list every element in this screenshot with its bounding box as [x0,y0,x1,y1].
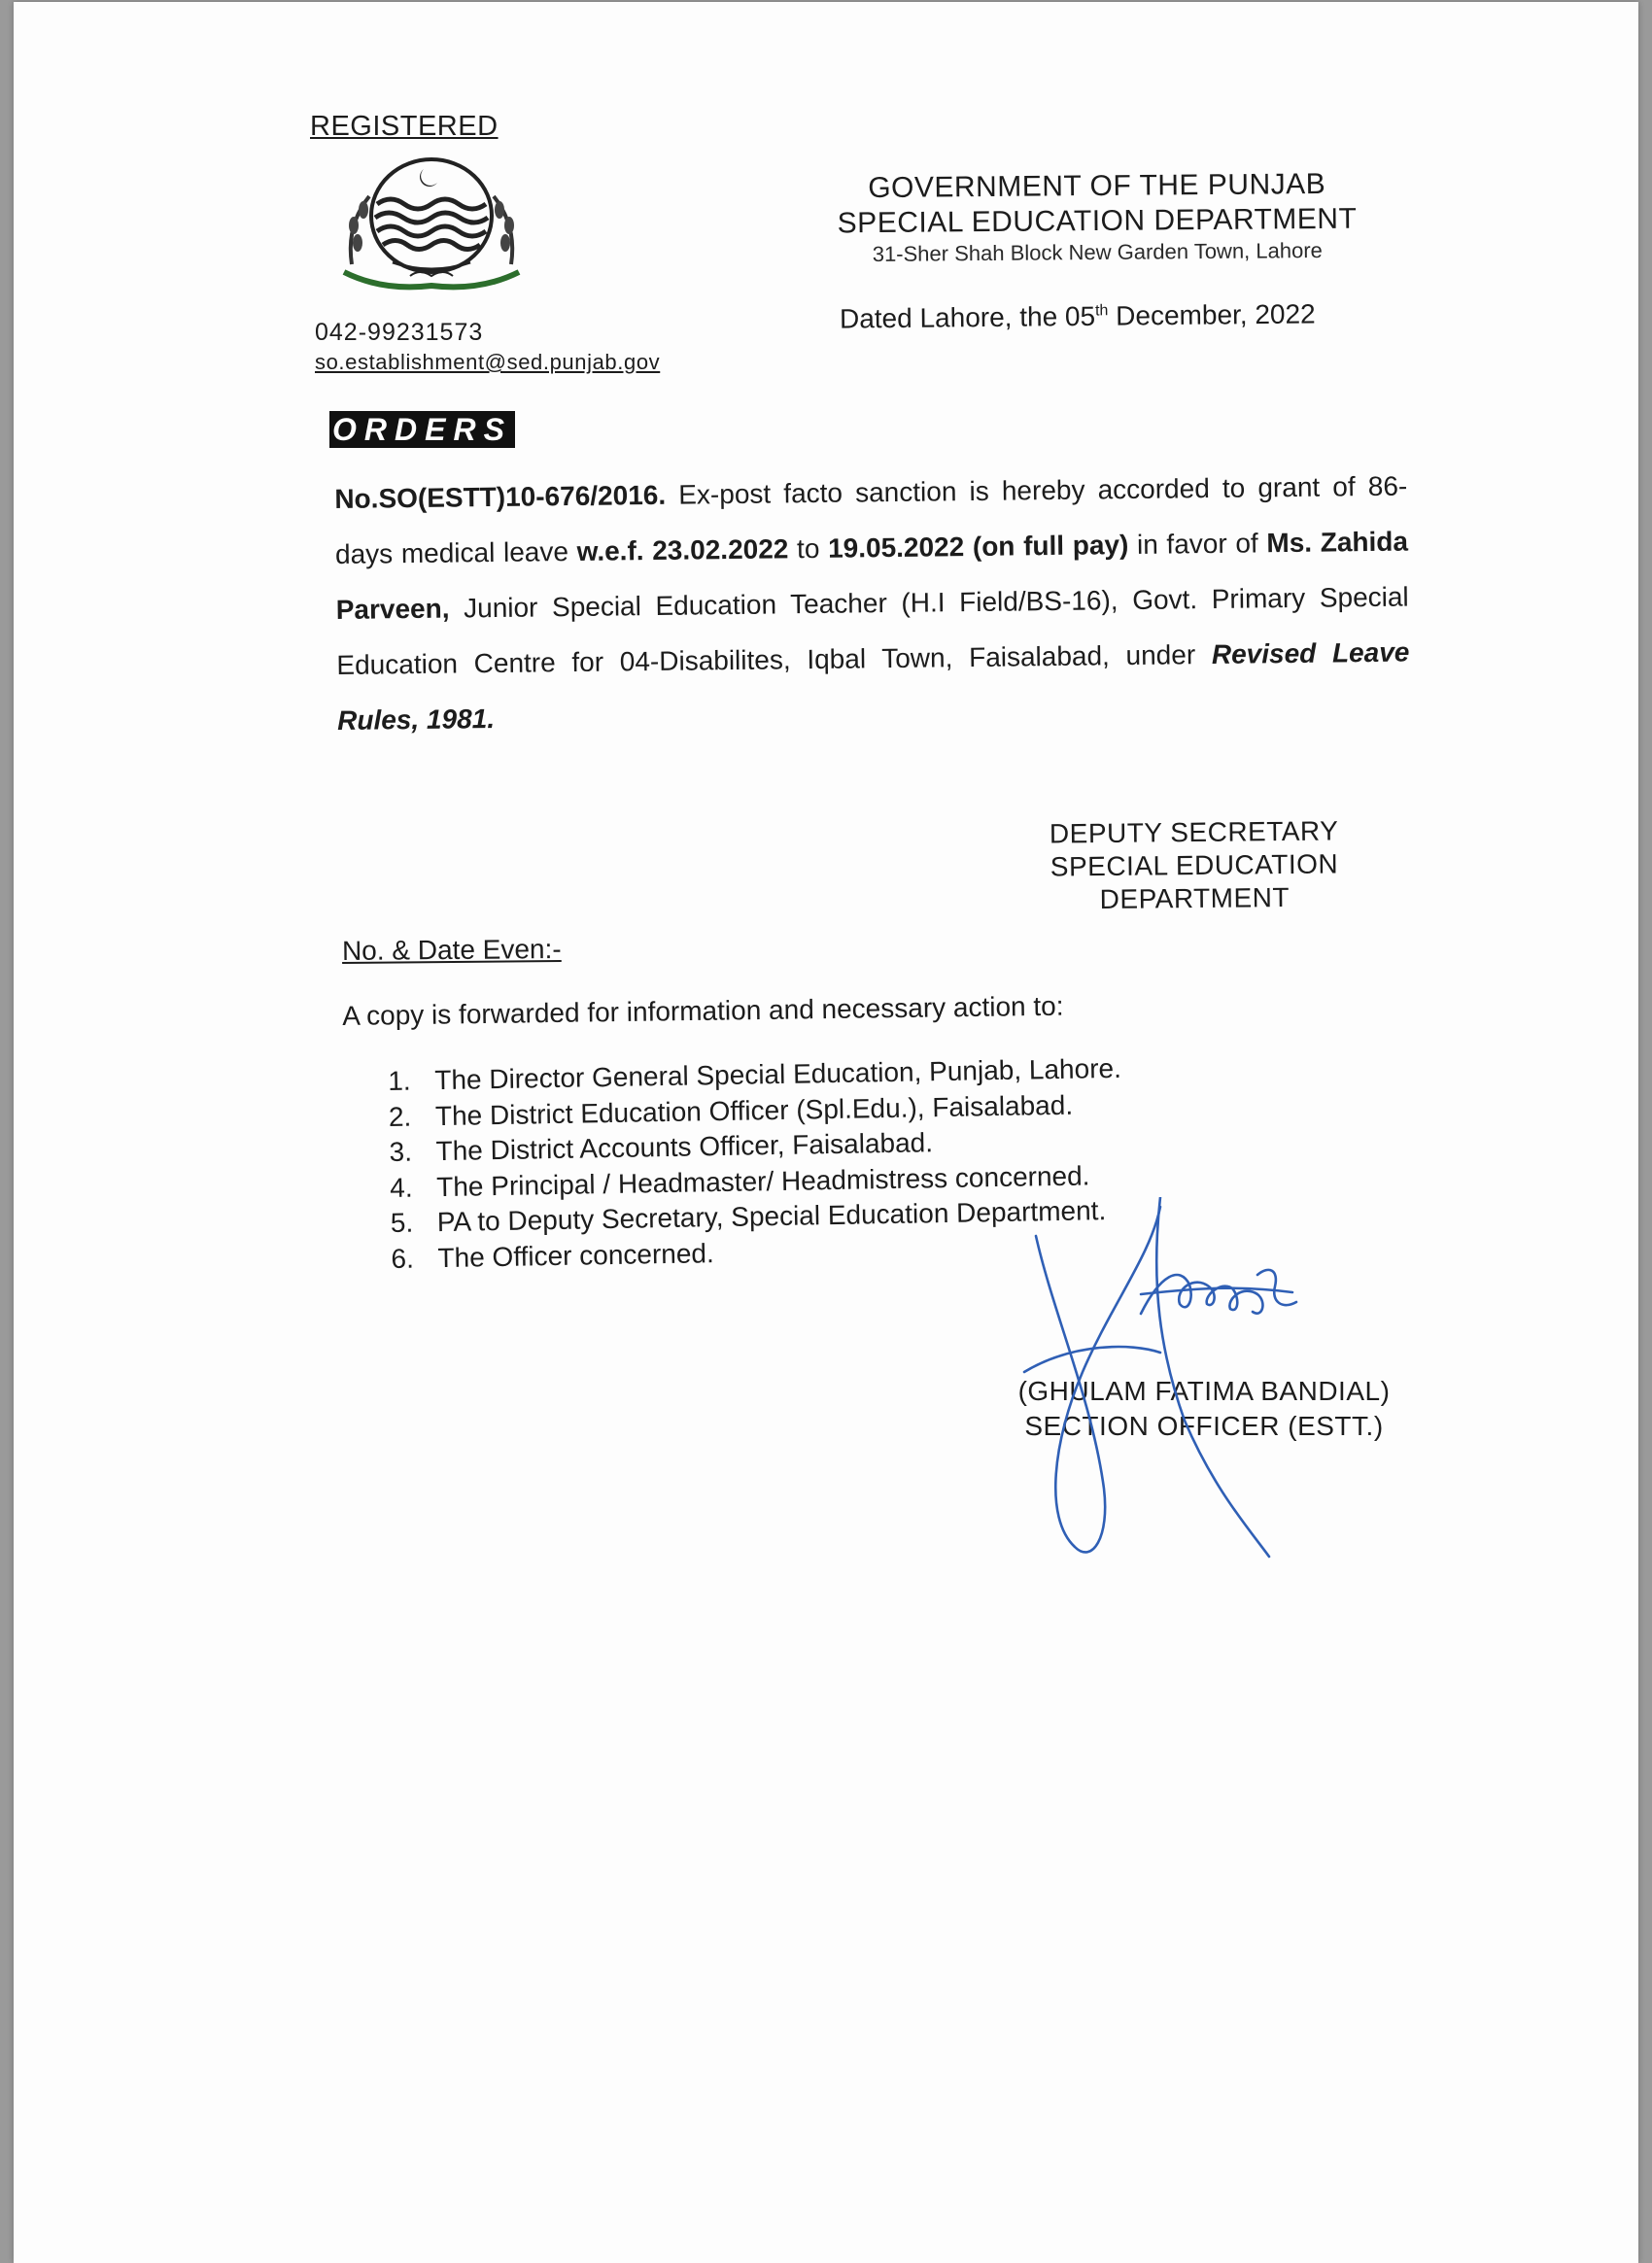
document-page [14,2,1638,2263]
order-text-1: Ex-post facto sanction is hereby accorded to grant of 86-days medical leave [334,470,1408,569]
signatory-line-2: SPECIAL EDUCATION [1050,848,1339,882]
endorsement-heading: No. & Date Even:- [341,934,562,966]
order-text-3: in favor of [1128,528,1267,561]
list-item-text: The District Education Officer (Spl.Edu.), Faisalabad. [434,1089,1074,1131]
officer-name: (GHULAM FATIMA BANDIAL) [1017,1376,1391,1406]
list-item-number: 2. [388,1101,412,1132]
list-item-text: The Principal / Headmaster/ Headmistress concerned. [435,1159,1090,1202]
list-item-text: The District Accounts Officer, Faisalabad. [435,1127,934,1167]
department-header [781,166,1414,269]
copy-to-list [388,1051,1124,1277]
list-item-number: 3. [389,1136,413,1167]
date-prefix: Dated Lahore, the 05 [839,300,1096,334]
date-ordinal: th [1094,302,1109,320]
signatory-line-1: DEPUTY SECRETARY [1049,815,1339,849]
department-title: SPECIAL EDUCATION DEPARTMENT [837,202,1358,240]
department-address: 31-Sher Shah Block New Garden Town, Lahore [872,237,1323,267]
order-wef-date: w.e.f. 23.02.2022 [576,533,789,566]
deputy-secretary-block [1014,814,1374,917]
punjab-government-seal-icon [334,157,529,303]
list-item-text: PA to Deputy Secretary, Special Education Department. [436,1195,1107,1238]
leave-rules: Revised Leave Rules, 1981. [336,636,1410,736]
endorsement-intro: A copy is forwarded for information and necessary action to: [342,990,1064,1031]
order-to-date: 19.05.2022 (on full pay) [827,530,1129,564]
phone-number: 042-99231573 [315,319,484,346]
order-paragraph [334,459,1410,748]
registered-label: REGISTERED [310,111,499,142]
employee-name: Ms. Zahida Parveen, [335,526,1409,625]
list-item-text: The Officer concerned. [437,1237,715,1273]
list-item-number: 4. [389,1172,413,1203]
order-number: No.SO(ESTT)10-676/2016. [334,479,667,514]
email-address: so.establishment@sed.punjab.gov [315,350,661,374]
list-item-number: 1. [388,1065,411,1096]
government-title: GOVERNMENT OF THE PUNJAB [868,167,1326,205]
document-date [840,298,1316,334]
list-item-text: The Director General Special Education, Punjab, Lahore. [434,1052,1122,1096]
date-suffix: December, 2022 [1108,298,1316,331]
signatory-line-3: DEPARTMENT [1099,881,1291,915]
section-officer-block [985,1374,1423,1444]
list-item-number: 5. [390,1207,414,1238]
order-text-2: to [788,532,829,565]
list-item-number: 6. [391,1243,415,1274]
officer-designation: SECTION OFFICER (ESTT.) [1024,1411,1384,1441]
order-text-4: Junior Special Education Teacher (H.I Field/BS-16), Govt. Primary Special Education Centre for 04-Disabilites, Iqbal Town, Faisalabad, under [336,581,1409,680]
orders-heading: ORDERS [329,411,515,448]
